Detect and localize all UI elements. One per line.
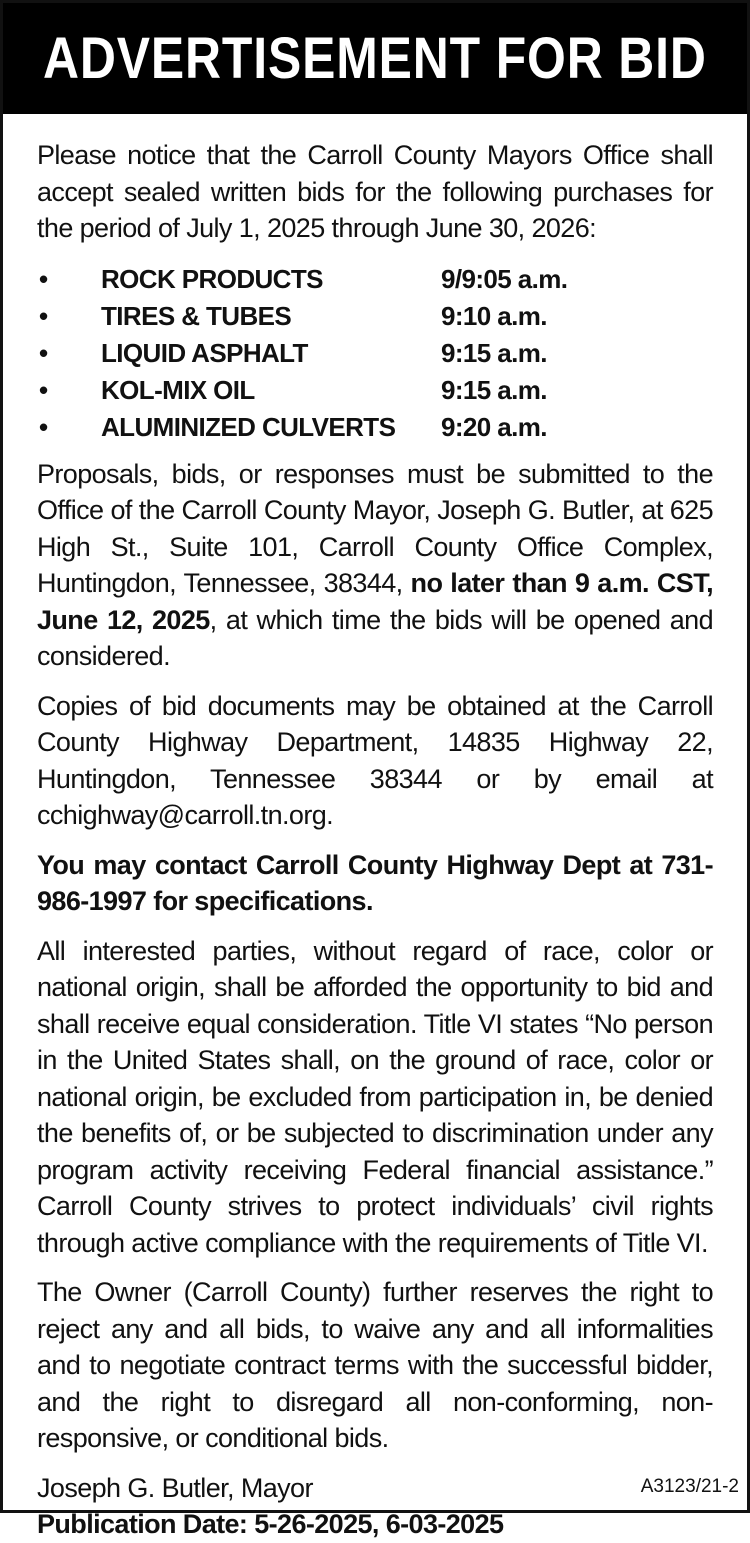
proposals-text-end: , at which time the bids will be opened and considered. xyxy=(37,604,713,671)
ad-body xyxy=(3,114,747,1543)
bullet-icon: • xyxy=(39,300,48,331)
item-name: ROCK PRODUCTS xyxy=(101,263,323,294)
item-name: LIQUID ASPHALT xyxy=(101,337,308,368)
proposals-paragraph xyxy=(37,456,713,675)
item-time: 9:15 a.m. xyxy=(441,337,547,368)
header-banner xyxy=(3,3,747,114)
ad-code: A3123/21-2 xyxy=(640,1476,739,1497)
item-name: KOL-MIX OIL xyxy=(101,374,255,405)
bullet-icon: • xyxy=(39,263,48,294)
page-title: ADVERTISEMENT FOR BID xyxy=(43,26,707,91)
list-item xyxy=(37,261,713,298)
owner-rights-paragraph: The Owner (Carroll County) further reserves the right to reject any and all bids, to waive any and all informalities and to negotiate contract terms with the successful bidder, and the right to disregard all non-conforming, non-responsive, or conditional bids. xyxy=(37,1277,713,1453)
bullet-icon: • xyxy=(39,337,48,368)
list-item xyxy=(37,372,713,409)
item-time: 9:20 a.m. xyxy=(441,411,547,442)
proposals-text: Proposals, bids, or responses must be submitted to the Office of the Carroll County Mayor, Joseph G. Butler, at 625 High St., Suite 101, Carroll County Office Complex, Huntingdon, Tennessee, 38344, xyxy=(37,458,713,598)
bullet-icon: • xyxy=(39,411,48,442)
intro-paragraph: Please notice that the Carroll County Mayors Office shall accept sealed written bids for the following purchases for the period of July 1, 2025 through June 30, 2026: xyxy=(37,140,713,243)
deadline-text: no later than 9 a.m. CST, June 12, 2025 xyxy=(37,568,713,635)
list-item xyxy=(37,298,713,335)
item-time: 9:10 a.m. xyxy=(441,300,547,331)
title-vi-paragraph: All interested parties, without regard of race, color or national origin, shall be afforded the opportunity to bid and shall receive equal consideration. Title VI states “No person in the United States shall, on the ground of race, color or national origin, be excluded from participation in, be denied the benefits of, or be subjected to discrimination under any program activity receiving Federal financial assistance.” Carroll County strives to protect individuals’ civil rights through active compliance with the requirements of Title VI. xyxy=(37,935,713,1258)
publication-date: Publication Date: 5-26-2025, 6-03-2025 xyxy=(37,1509,504,1539)
signer-name: Joseph G. Butler, Mayor xyxy=(37,1472,313,1503)
bid-items-list xyxy=(37,261,713,446)
contact-paragraph: You may contact Carroll County Highway Dept at 731-986-1997 for specifications. xyxy=(37,849,713,916)
bullet-icon: • xyxy=(39,374,48,405)
list-item xyxy=(37,335,713,372)
list-item xyxy=(37,409,713,446)
item-name: TIRES & TUBES xyxy=(101,300,292,331)
signature-block xyxy=(37,1470,713,1543)
item-name: ALUMINIZED CULVERTS xyxy=(101,411,396,442)
item-time: 9/9:05 a.m. xyxy=(441,263,568,294)
copies-paragraph: Copies of bid documents may be obtained at the Carroll County Highway Department, 14835 Highway 22, Huntingdon, Tennessee 38344 or by email at cchighway@carroll.tn.org. xyxy=(37,690,713,830)
item-time: 9:15 a.m. xyxy=(441,374,547,405)
